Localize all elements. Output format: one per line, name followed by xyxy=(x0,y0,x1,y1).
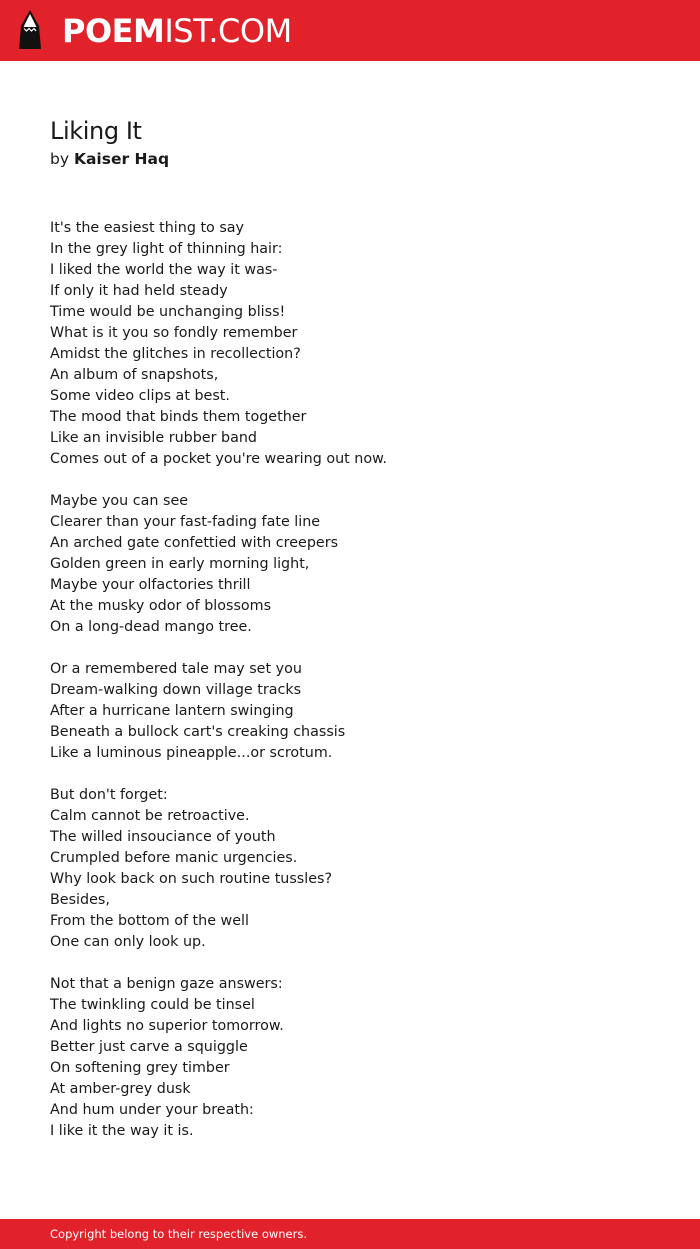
logo-rest-text: IST.COM xyxy=(164,12,292,50)
poem-line: Golden green in early morning light, xyxy=(50,556,310,572)
poem-line: What is it you so fondly remember xyxy=(50,325,298,341)
poem-line: One can only look up. xyxy=(50,934,206,950)
poem-line: Calm cannot be retroactive. xyxy=(50,808,250,824)
author-name: Kaiser Haq xyxy=(73,150,170,168)
poem-line: Not that a benign gaze answers: xyxy=(50,976,283,992)
by-label: by xyxy=(50,150,70,168)
poem-line: The mood that binds them together xyxy=(50,409,307,425)
poem-body xyxy=(50,218,670,1142)
poem-line: Besides, xyxy=(50,892,110,908)
poem-line: I like it the way it is. xyxy=(50,1123,194,1139)
poem-line: But don't forget: xyxy=(50,787,168,803)
poem-line: And hum under your breath: xyxy=(50,1102,254,1118)
pen-nib-icon[interactable] xyxy=(17,9,43,51)
stanza xyxy=(50,491,670,638)
poem-line: Beneath a bullock cart's creaking chassis xyxy=(50,724,346,740)
poem-line: Or a remembered tale may set you xyxy=(50,661,302,677)
stanza xyxy=(50,785,670,953)
site-logo[interactable] xyxy=(62,11,292,51)
byline xyxy=(50,148,169,170)
poem-line: Better just carve a squiggle xyxy=(50,1039,248,1055)
poem-line: From the bottom of the well xyxy=(50,913,249,929)
poem-line: Dream-walking down village tracks xyxy=(50,682,302,698)
poem-line: Like an invisible rubber band xyxy=(50,430,257,446)
poem-line: The twinkling could be tinsel xyxy=(50,997,255,1013)
poem-line: If only it had held steady xyxy=(50,283,228,299)
poem-line: Amidst the glitches in recollection? xyxy=(50,346,301,362)
poem-line: In the grey light of thinning hair: xyxy=(50,241,283,257)
poem-line: Crumpled before manic urgencies. xyxy=(50,850,298,866)
poem-title: Liking It xyxy=(50,117,142,145)
footer-bar xyxy=(0,1219,700,1249)
poem-line: An arched gate confettied with creepers xyxy=(50,535,339,551)
poem-line: An album of snapshots, xyxy=(50,367,219,383)
header-bar xyxy=(0,0,700,61)
stanza xyxy=(50,974,670,1142)
poem-line: Why look back on such routine tussles? xyxy=(50,871,333,887)
poem-line: On a long-dead mango tree. xyxy=(50,619,252,635)
poem-line: Clearer than your fast-fading fate line xyxy=(50,514,321,530)
poem-line: After a hurricane lantern swinging xyxy=(50,703,294,719)
poem-line: And lights no superior tomorrow. xyxy=(50,1018,284,1034)
poem-line: At amber-grey dusk xyxy=(50,1081,191,1097)
copyright-text: Copyright belong to their respective owners. xyxy=(50,1227,308,1241)
poem-line: I liked the world the way it was- xyxy=(50,262,278,278)
stanza xyxy=(50,218,670,470)
poem-line: Comes out of a pocket you're wearing out now. xyxy=(50,451,388,467)
stanza xyxy=(50,659,670,764)
poem-line: The willed insouciance of youth xyxy=(50,829,276,845)
poem-line: Some video clips at best. xyxy=(50,388,230,404)
poem-line: At the musky odor of blossoms xyxy=(50,598,272,614)
poem-line: Maybe you can see xyxy=(50,493,189,509)
poem-line: Time would be unchanging bliss! xyxy=(50,304,286,320)
poem-line: Like a luminous pineapple...or scrotum. xyxy=(50,745,333,761)
poem-line: Maybe your olfactories thrill xyxy=(50,577,251,593)
poem-line: On softening grey timber xyxy=(50,1060,230,1076)
poem-line: It's the easiest thing to say xyxy=(50,220,245,236)
logo-bold-text: POEM xyxy=(62,12,165,50)
